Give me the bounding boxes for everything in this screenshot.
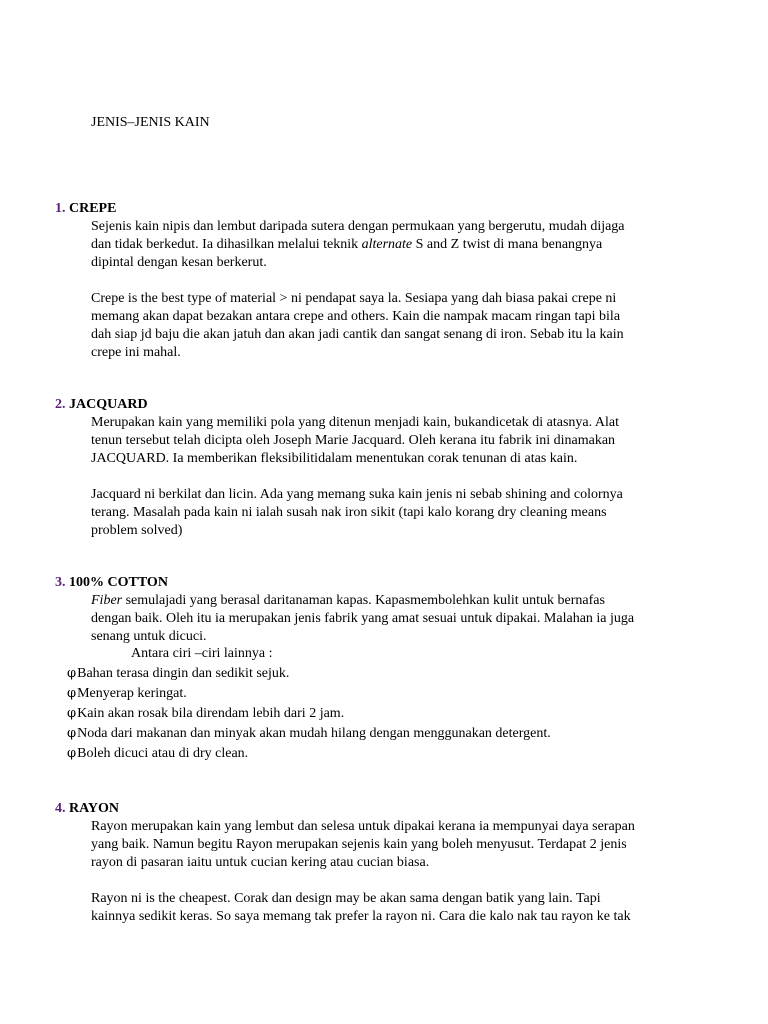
crepe-paragraph-1 — [91, 218, 691, 272]
text-line: Rayon merupakan kain yang lembut dan selesa untuk dipakai kerana ia mempunyai daya serapan — [91, 819, 635, 834]
cotton-paragraph-1 — [91, 592, 691, 646]
list-item-text: Bahan terasa dingin dan sedikit sejuk. — [77, 666, 290, 681]
bullet-symbol: φ — [67, 686, 77, 701]
section-heading-cotton — [55, 574, 168, 592]
list-item — [67, 724, 551, 744]
text-line: problem solved) — [91, 523, 183, 538]
text-line: Sejenis kain nipis dan lembut daripada sutera dengan permukaan yang bergerutu, mudah dijaga — [91, 219, 625, 234]
text-line: tenun tersebut telah dicipta oleh Joseph Marie Jacquard. Oleh kerana itu fabrik ini dinamakan — [91, 433, 616, 448]
text-line: Merupakan kain yang memiliki pola yang ditenun menjadi kain, bukandicetak di atasnya. Alat — [91, 415, 619, 430]
text-line: rayon di pasaran iaitu untuk cucian kering atau cucian biasa. — [91, 855, 430, 870]
bullet-symbol: φ — [67, 666, 77, 681]
text-line: senang untuk dicuci. — [91, 629, 207, 644]
rayon-paragraph-1 — [91, 818, 691, 872]
list-item — [67, 664, 551, 684]
text-line: dah siap jd baju die akan jatuh dan akan jadi cantik dan sangat senang di iron. Sebab itu la kain — [91, 327, 624, 342]
cotton-subheading: Antara ciri –ciri lainnya : — [131, 646, 273, 661]
italic-term: Fiber — [91, 593, 123, 608]
jacquard-paragraph-2 — [91, 486, 691, 540]
list-item — [67, 684, 551, 704]
crepe-paragraph-2 — [91, 290, 691, 362]
bullet-symbol: φ — [67, 706, 77, 721]
list-item — [67, 704, 551, 724]
text-line: memang akan dapat bezakan antara crepe and others. Kain die nampak macam ringan tapi bila — [91, 309, 621, 324]
section-title: CREPE — [69, 201, 117, 216]
section-heading-rayon — [55, 800, 119, 818]
section-title: 100% COTTON — [69, 575, 168, 590]
document-title: JENIS–JENIS KAIN — [91, 115, 210, 130]
section-title: JACQUARD — [69, 397, 148, 412]
text-line: dan tidak berkedut. Ia dihasilkan melalui teknik alternate S and Z twist di mana benangnya — [91, 237, 603, 252]
text-line: terang. Masalah pada kain ni ialah susah nak iron sikit (tapi kalo korang dry cleaning means — [91, 505, 607, 520]
bullet-symbol: φ — [67, 726, 77, 741]
italic-term: alternate — [361, 237, 413, 252]
jacquard-paragraph-1 — [91, 414, 691, 468]
section-number: 2. — [55, 397, 66, 412]
cotton-bullet-list — [67, 664, 551, 764]
list-item — [67, 744, 551, 764]
text-line: kainnya sedikit keras. So saya memang tak prefer la rayon ni. Cara die kalo nak tau rayon ke tak — [91, 909, 631, 924]
list-item-text: Kain akan rosak bila direndam lebih dari 2 jam. — [77, 706, 345, 721]
text-line: JACQUARD. Ia memberikan fleksibilitidalam menentukan corak tenunan di atas kain. — [91, 451, 578, 466]
text-line: dengan baik. Oleh itu ia merupakan jenis fabrik yang amat sesuai untuk dipakai. Malahan ia juga — [91, 611, 635, 626]
section-title: RAYON — [69, 801, 120, 816]
rayon-paragraph-2 — [91, 890, 691, 926]
list-item-text: Noda dari makanan dan minyak akan mudah hilang dengan menggunakan detergent. — [77, 726, 551, 741]
section-heading-jacquard — [55, 396, 148, 414]
text-line: Rayon ni is the cheapest. Corak dan design may be akan sama dengan batik yang lain. Tapi — [91, 891, 601, 906]
text-line: Crepe is the best type of material > ni pendapat saya la. Sesiapa yang dah biasa pakai crepe ni — [91, 291, 617, 306]
section-number: 4. — [55, 801, 66, 816]
text-line: dipintal dengan kesan berkerut. — [91, 255, 267, 270]
text-line: Fiber semulajadi yang berasal daritanaman kapas. Kapasmembolehkan kulit untuk bernafas — [91, 593, 605, 608]
section-heading-crepe — [55, 200, 116, 218]
list-item-text: Boleh dicuci atau di dry clean. — [77, 746, 249, 761]
list-item-text: Menyerap keringat. — [77, 686, 187, 701]
text-line: yang baik. Namun begitu Rayon merupakan sejenis kain yang boleh menyusut. Terdapat 2 jenis — [91, 837, 627, 852]
text-line: crepe ini mahal. — [91, 345, 181, 360]
section-number: 1. — [55, 201, 66, 216]
text-line: Jacquard ni berkilat dan licin. Ada yang memang suka kain jenis ni sebab shining and colornya — [91, 487, 623, 502]
section-number: 3. — [55, 575, 66, 590]
bullet-symbol: φ — [67, 746, 77, 761]
